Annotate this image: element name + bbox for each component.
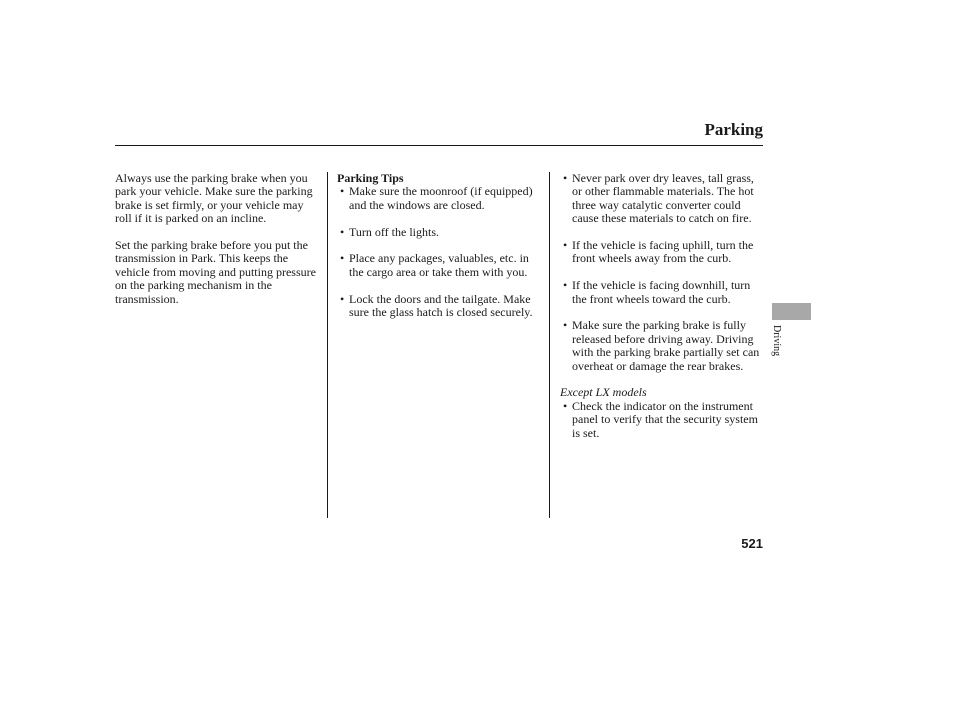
list-item: • Lock the doors and the tailgate. Make sure the glass hatch is closed securely. (337, 293, 543, 320)
list-item: • Make sure the parking brake is fully released before driving away. Driving with the parking brake partially set can overheat or damage the rear brakes. (560, 319, 762, 373)
list-item: • Never park over dry leaves, tall grass, or other flammable materials. The hot three way catalytic converter could cause these materials to catch on fire. (560, 172, 762, 226)
column-divider (327, 172, 328, 518)
side-tab (772, 303, 811, 320)
page-number: 521 (741, 536, 763, 551)
list-item: • Make sure the moonroof (if equipped) and the windows are closed. (337, 185, 543, 212)
list-item: • If the vehicle is facing downhill, turn the front wheels toward the curb. (560, 279, 762, 306)
model-note: Except LX models (560, 385, 647, 400)
column-1 (115, 172, 320, 319)
column-2 (337, 172, 543, 333)
paragraph: Always use the parking brake when you park your vehicle. Make sure the parking brake is set firmly, or your vehicle may roll if it is parked on an incline. (115, 171, 313, 226)
list-item: • If the vehicle is facing uphill, turn the front wheels away from the curb. (560, 239, 762, 266)
bullet-list (337, 185, 543, 319)
section-title: Parking (704, 120, 763, 139)
list-item: • Turn off the lights. (337, 226, 543, 239)
sub-heading-parking-tips: Parking Tips (337, 171, 404, 185)
list-item: • Place any packages, valuables, etc. in the cargo area or take them with you. (337, 252, 543, 279)
list-item: • Check the indicator on the instrument panel to verify that the security system is set. (560, 400, 762, 440)
bullet-list (560, 172, 762, 373)
side-tab-label: Driving (771, 325, 782, 357)
paragraph: Set the parking brake before you put the transmission in Park. This keeps the vehicle from moving and putting pressure on the parking mechanism in the transmission. (115, 238, 316, 306)
bullet-list (560, 400, 762, 440)
column-3 (560, 172, 762, 453)
header-rule (115, 145, 763, 146)
column-divider (549, 172, 550, 518)
